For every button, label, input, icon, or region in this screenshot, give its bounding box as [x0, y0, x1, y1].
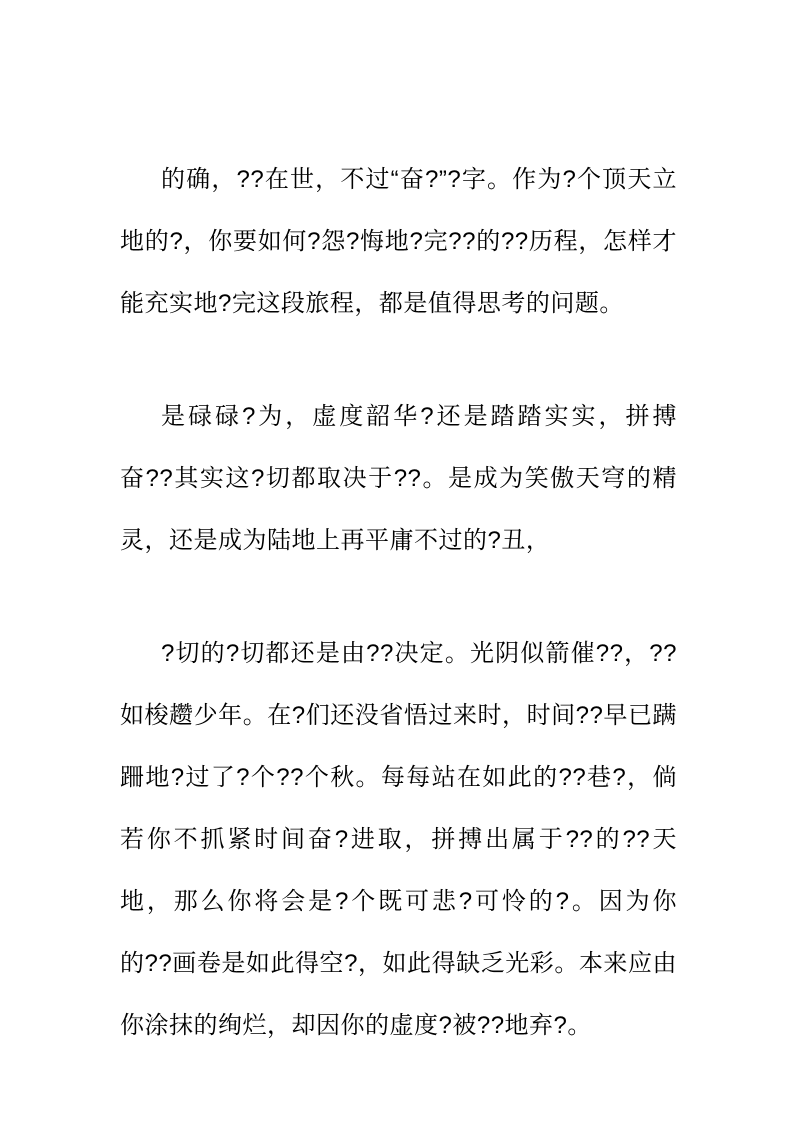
paragraph-1: 的确，??在世，不过“奋?”?字。作为?个顶天立地的?，你要如何?怨?悔地?完??的??历程，怎样才能充实地?完这段旅程，都是值得思考的问题。	[120, 166, 677, 317]
paragraph-2: 是碌碌?为，虚度韶华?还是踏踏实实，拼搏奋??其实这?切都取决于??。是成为笑傲天穹的精灵，还是成为陆地上再平庸不过的?丑，	[120, 403, 677, 554]
paragraph-3: ?切的?切都还是由??决定。光阴似箭催??，??如梭趱少年。在?们还没省悟过来时，时间??早已蹒跚地?过了?个??个秋。每每站在如此的??巷?，倘若你不抓紧时间奋?进取，拼搏出属于??的??天地，那么你将会是?个既可悲?可怜的?。因为你的??画卷是如此得空?，如此得缺乏光彩。本来应由你涂抹的绚烂，却因你的虚度?被??地弃?。	[120, 640, 677, 1039]
document-body	[120, 149, 677, 1057]
